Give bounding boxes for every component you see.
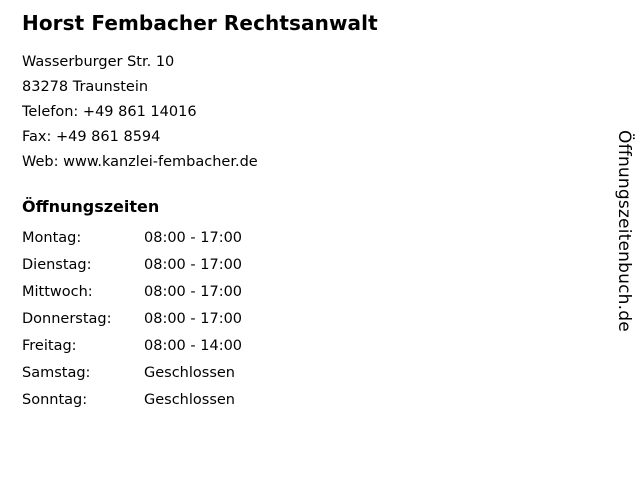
time-value: Geschlossen xyxy=(144,392,235,408)
time-value: 08:00 - 17:00 xyxy=(144,311,243,327)
business-info-block xyxy=(22,10,582,419)
time-value: 08:00 - 17:00 xyxy=(144,230,243,246)
watermark-label: Öffnungszeitenbuch.de xyxy=(614,130,634,332)
table-row xyxy=(22,257,242,284)
opening-hours-table xyxy=(22,230,242,419)
opening-hours-heading: Öffnungszeiten xyxy=(22,197,160,216)
website-url: Web: www.kanzlei-fembacher.de xyxy=(22,154,258,170)
time-value: Geschlossen xyxy=(144,365,235,381)
day-label: Samstag: xyxy=(22,365,91,381)
table-row xyxy=(22,392,242,419)
table-row xyxy=(22,338,242,365)
day-label: Montag: xyxy=(22,230,82,246)
day-label: Mittwoch: xyxy=(22,284,93,300)
address-city: 83278 Traunstein xyxy=(22,79,149,95)
time-value: 08:00 - 14:00 xyxy=(144,338,243,354)
day-label: Dienstag: xyxy=(22,257,92,273)
day-label: Donnerstag: xyxy=(22,311,112,327)
page-title: Horst Fembacher Rechtsanwalt xyxy=(22,11,378,35)
time-value: 08:00 - 17:00 xyxy=(144,284,243,300)
table-row xyxy=(22,284,242,311)
day-label: Freitag: xyxy=(22,338,77,354)
table-row xyxy=(22,365,242,392)
time-value: 08:00 - 17:00 xyxy=(144,257,243,273)
table-row xyxy=(22,230,242,257)
address-block xyxy=(22,50,582,175)
address-street: Wasserburger Str. 10 xyxy=(22,54,175,70)
day-label: Sonntag: xyxy=(22,392,88,408)
table-row xyxy=(22,311,242,338)
fax-number: Fax: +49 861 8594 xyxy=(22,129,161,145)
phone-number: Telefon: +49 861 14016 xyxy=(22,104,197,120)
